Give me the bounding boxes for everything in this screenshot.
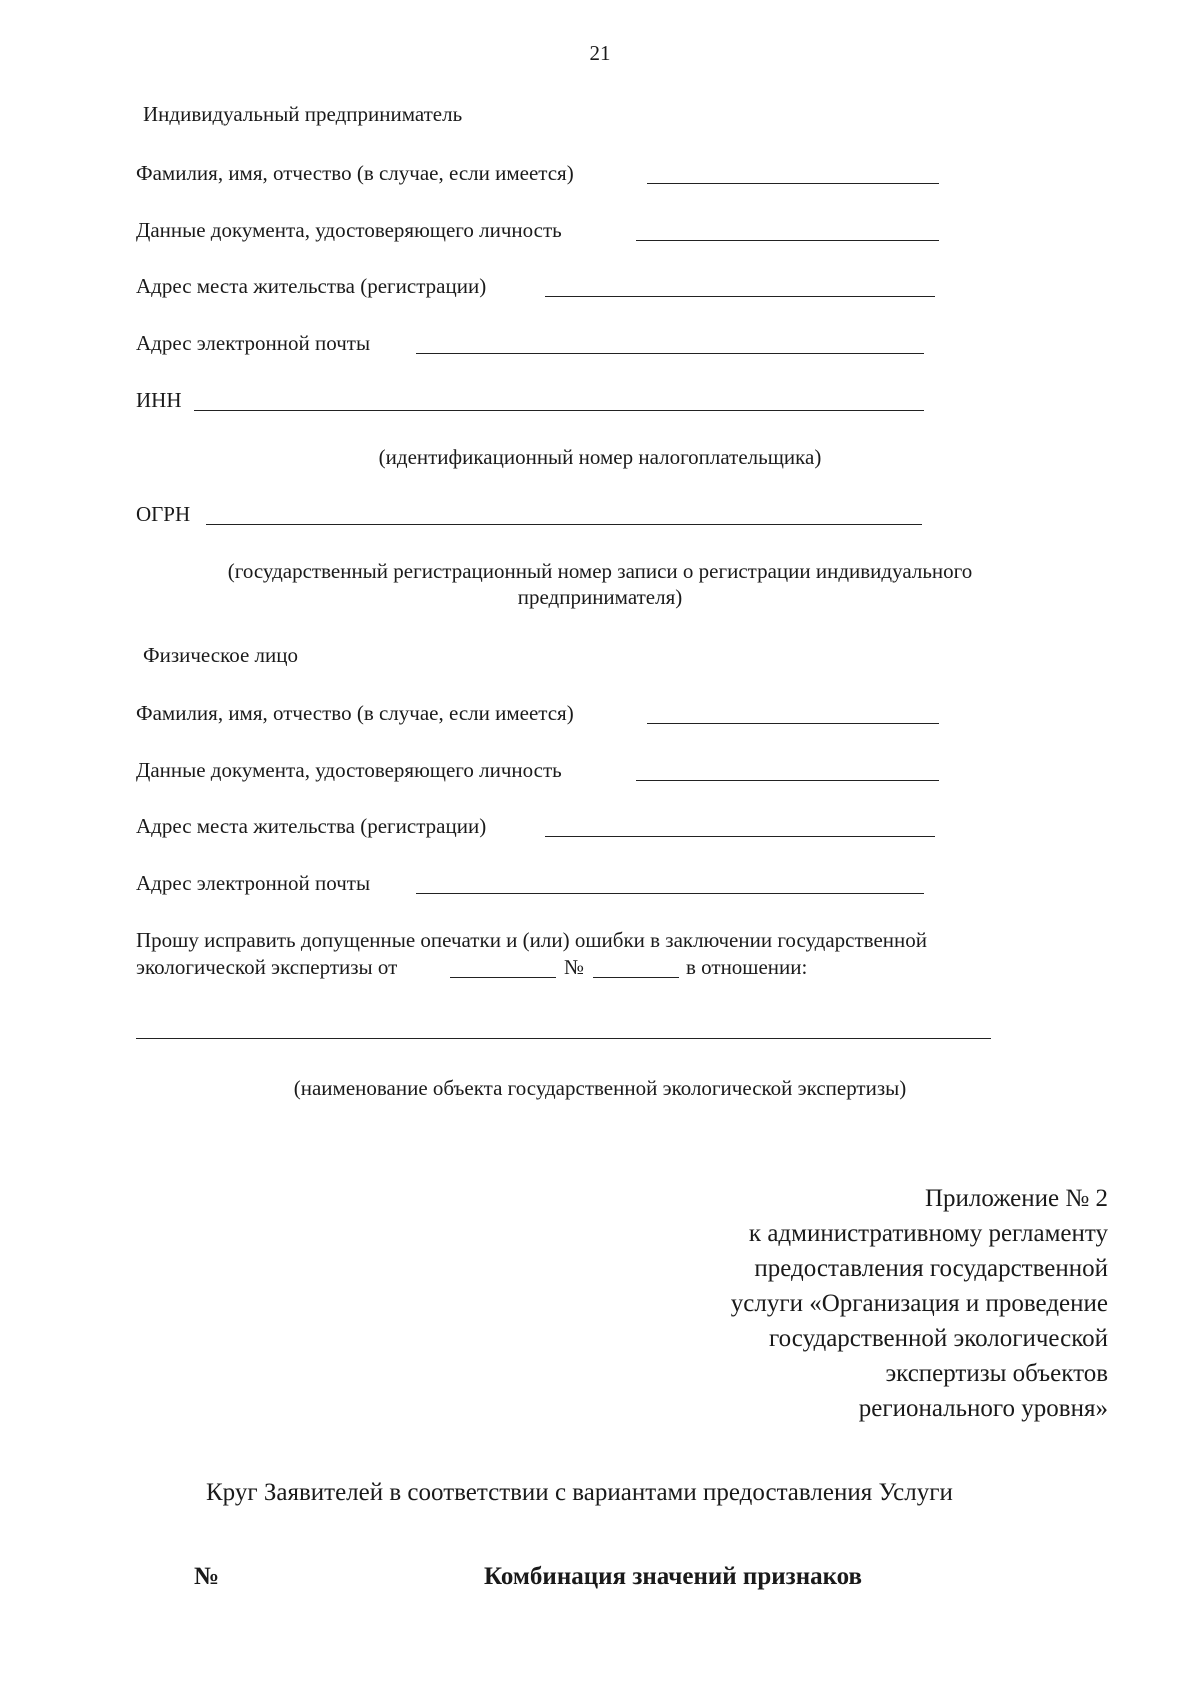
entrepreneur-fio-field[interactable]: [647, 183, 939, 184]
section-title: Круг Заявителей в соответствии с вариантами предоставления Услуги: [206, 1479, 953, 1506]
entrepreneur-address-field[interactable]: [545, 296, 935, 297]
entrepreneur-email-label: Адрес электронной почты: [136, 331, 371, 355]
entrepreneur-id-doc-label: Данные документа, удостоверяющего личность: [136, 218, 562, 242]
individual-id-doc-field[interactable]: [636, 780, 939, 781]
individual-email-label: Адрес электронной почты: [136, 871, 371, 895]
inn-label: ИНН: [136, 388, 182, 412]
entrepreneur-address-label: Адрес места жительства (регистрации): [136, 274, 487, 298]
individual-address-label: Адрес места жительства (регистрации): [136, 814, 487, 838]
individual-heading: Физическое лицо: [143, 643, 299, 667]
individual-fio-label: Фамилия, имя, отчество (в случае, если имеется): [136, 701, 574, 725]
inn-caption: (идентификационный номер налогоплательщика): [378, 445, 822, 469]
individual-email-field[interactable]: [416, 893, 924, 894]
individual-id-doc-label: Данные документа, удостоверяющего личность: [136, 758, 562, 782]
object-name-field[interactable]: [136, 1038, 991, 1039]
entrepreneur-heading: Индивидуальный предприниматель: [143, 102, 463, 126]
ogrn-caption-line1: (государственный регистрационный номер записи о регистрации индивидуального: [227, 559, 973, 583]
expertise-number-field[interactable]: [593, 977, 679, 978]
appendix-line: к административному регламенту: [748, 1220, 1108, 1247]
appendix-line: регионального уровня»: [858, 1395, 1108, 1422]
ogrn-field[interactable]: [206, 524, 922, 525]
appendix-line: услуги «Организация и проведение: [730, 1290, 1108, 1317]
ogrn-caption-line2: предпринимателя): [517, 585, 683, 609]
individual-address-field[interactable]: [545, 836, 935, 837]
appendix-line: экспертизы объектов: [885, 1360, 1108, 1387]
object-caption: (наименование объекта государственной экологической экспертизы): [293, 1076, 907, 1100]
entrepreneur-email-field[interactable]: [416, 353, 924, 354]
expertise-date-field[interactable]: [450, 977, 556, 978]
appendix-line: Приложение № 2: [924, 1185, 1108, 1212]
number-sign: №: [564, 955, 585, 979]
appendix-line: предоставления государственной: [754, 1255, 1108, 1282]
entrepreneur-id-doc-field[interactable]: [636, 240, 939, 241]
ogrn-label: ОГРН: [136, 502, 191, 526]
request-line2-part1: экологической экспертизы от: [136, 955, 398, 979]
inn-field[interactable]: [194, 410, 924, 411]
entrepreneur-fio-label: Фамилия, имя, отчество (в случае, если имеется): [136, 161, 574, 185]
request-line2-part2: в отношении:: [686, 955, 808, 979]
individual-fio-field[interactable]: [647, 723, 939, 724]
request-line1: Прошу исправить допущенные опечатки и (или) ошибки в заключении государственной: [136, 928, 928, 952]
appendix-block: [731, 1181, 1108, 1426]
appendix-line: государственной экологической: [769, 1325, 1108, 1352]
page-number: 21: [589, 41, 611, 65]
table-header-combination: Комбинация значений признаков: [484, 1563, 863, 1590]
table-header-number: №: [194, 1563, 220, 1590]
